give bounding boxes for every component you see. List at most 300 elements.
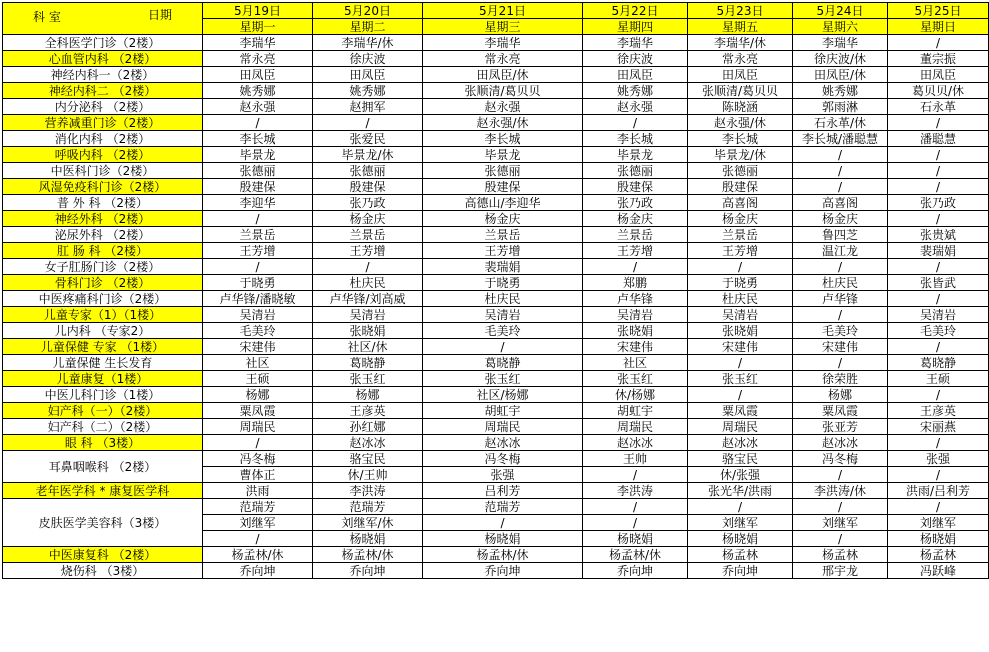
schedule-cell: 杨金庆: [313, 211, 423, 227]
schedule-cell: 杨晓娟: [423, 531, 583, 547]
schedule-cell: /: [888, 339, 989, 355]
schedule-cell: 粟凤霞: [688, 403, 793, 419]
schedule-cell: /: [793, 147, 888, 163]
schedule-cell: 李瑞华/休: [688, 35, 793, 51]
schedule-cell: 于晓勇: [203, 275, 313, 291]
schedule-cell: 李长城: [583, 131, 688, 147]
table-row: [3, 371, 989, 387]
schedule-cell: /: [888, 435, 989, 451]
department-cell: 中医康复科 （2楼）: [3, 547, 203, 563]
schedule-cell: 高德山/李迎华: [423, 195, 583, 211]
weekday-header: 星期六: [793, 19, 888, 35]
schedule-cell: 宋建伟: [688, 339, 793, 355]
department-cell: 儿童保健 生长发育: [3, 355, 203, 371]
schedule-cell: 乔向坤: [583, 563, 688, 579]
schedule-cell: /: [888, 291, 989, 307]
schedule-cell: 石永革: [888, 99, 989, 115]
table-row: [3, 195, 989, 211]
department-cell: 消化内科 （2楼）: [3, 131, 203, 147]
schedule-cell: 范瑞芳: [423, 499, 583, 515]
schedule-cell: 兰景岳: [313, 227, 423, 243]
schedule-cell: 兰景岳: [423, 227, 583, 243]
schedule-cell: 徐荣胜: [793, 371, 888, 387]
schedule-cell: 胡虹宇: [583, 403, 688, 419]
schedule-cell: 张德丽: [583, 163, 688, 179]
table-row: [3, 83, 989, 99]
schedule-cell: 毕景龙/休: [313, 147, 423, 163]
schedule-cell: 赵冰冰: [313, 435, 423, 451]
schedule-cell: /: [423, 339, 583, 355]
schedule-cell: 冯跃峰: [888, 563, 989, 579]
schedule-cell: 杜庆民: [423, 291, 583, 307]
schedule-cell: 张玉红: [688, 371, 793, 387]
schedule-cell: 李长城/潘聪慧: [793, 131, 888, 147]
schedule-cell: 赵冰冰: [688, 435, 793, 451]
schedule-cell: 王芳增: [313, 243, 423, 259]
table-row: [3, 243, 989, 259]
table-row: [3, 35, 989, 51]
schedule-cell: 杨孟林/休: [423, 547, 583, 563]
schedule-cell: 杨晓娟: [313, 531, 423, 547]
schedule-cell: 乔向坤: [313, 563, 423, 579]
schedule-cell: 李长城: [423, 131, 583, 147]
schedule-cell: 张德丽: [313, 163, 423, 179]
schedule-cell: 杨金庆: [423, 211, 583, 227]
schedule-cell: /: [888, 387, 989, 403]
schedule-cell: 李洪涛: [583, 483, 688, 499]
table-row: [3, 51, 989, 67]
schedule-cell: /: [583, 499, 688, 515]
schedule-cell: 张乃政: [313, 195, 423, 211]
schedule-cell: 杨娜: [313, 387, 423, 403]
schedule-cell: 张玉红: [423, 371, 583, 387]
schedule-cell: 兰景岳: [583, 227, 688, 243]
schedule-cell: 徐庆波: [313, 51, 423, 67]
schedule-cell: /: [793, 355, 888, 371]
department-cell: 心血管内科 （2楼）: [3, 51, 203, 67]
table-row: [3, 339, 989, 355]
schedule-cell: 王芳增: [688, 243, 793, 259]
schedule-cell: 张乃政: [583, 195, 688, 211]
weekday-header: 星期五: [688, 19, 793, 35]
schedule-cell: 常永亮: [423, 51, 583, 67]
schedule-cell: 王芳增: [203, 243, 313, 259]
schedule-cell: 杨晓娟: [688, 531, 793, 547]
department-cell: 风湿免疫科门诊（2楼）: [3, 179, 203, 195]
department-cell: 妇产科（一）（2楼）: [3, 403, 203, 419]
schedule-cell: 张玉红: [583, 371, 688, 387]
schedule-cell: 张玉红: [313, 371, 423, 387]
schedule-cell: 赵拥军: [313, 99, 423, 115]
schedule-cell: /: [793, 179, 888, 195]
schedule-cell: 田凤臣: [688, 67, 793, 83]
schedule-cell: 杨晓娟: [583, 531, 688, 547]
schedule-table: [2, 2, 989, 579]
department-cell: 呼吸内科 （2楼）: [3, 147, 203, 163]
schedule-cell: /: [888, 35, 989, 51]
schedule-cell: 徐庆波: [583, 51, 688, 67]
schedule-cell: 董宗振: [888, 51, 989, 67]
schedule-cell: 张爱民: [313, 131, 423, 147]
schedule-cell: 吕利芳: [423, 483, 583, 499]
schedule-cell: 范瑞芳: [203, 499, 313, 515]
schedule-cell: 葛晓静: [888, 355, 989, 371]
department-cell: 女子肛肠门诊（2楼）: [3, 259, 203, 275]
schedule-cell: /: [688, 499, 793, 515]
date-header: 5月20日: [313, 3, 423, 19]
schedule-cell: /: [423, 515, 583, 531]
schedule-cell: 高喜阁: [688, 195, 793, 211]
department-cell: 耳鼻咽喉科 （2楼）: [3, 451, 203, 483]
schedule-cell: 张德丽: [203, 163, 313, 179]
schedule-cell: 孙红娜: [313, 419, 423, 435]
table-row: [3, 227, 989, 243]
table-row: [3, 435, 989, 451]
schedule-cell: 粟凤霞: [793, 403, 888, 419]
schedule-cell: 毕景龙: [583, 147, 688, 163]
schedule-cell: 李瑞华: [793, 35, 888, 51]
schedule-cell: 杨孟林/休: [203, 547, 313, 563]
schedule-cell: 徐庆波/休: [793, 51, 888, 67]
schedule-cell: 周瑞民: [688, 419, 793, 435]
schedule-cell: 冯冬梅: [203, 451, 313, 467]
schedule-cell: 毕景龙: [203, 147, 313, 163]
schedule-cell: 刘继军: [688, 515, 793, 531]
schedule-cell: 洪雨: [203, 483, 313, 499]
schedule-cell: /: [888, 259, 989, 275]
schedule-cell: 兰景岳: [203, 227, 313, 243]
schedule-cell: /: [793, 531, 888, 547]
schedule-cell: /: [313, 259, 423, 275]
schedule-cell: /: [793, 163, 888, 179]
schedule-cell: 冯冬梅: [793, 451, 888, 467]
schedule-cell: /: [203, 211, 313, 227]
schedule-cell: 赵冰冰: [793, 435, 888, 451]
schedule-cell: 胡虹宇: [423, 403, 583, 419]
schedule-cell: 田凤臣/休: [793, 67, 888, 83]
department-cell: 神经外科 （2楼）: [3, 211, 203, 227]
schedule-cell: 张光华/洪雨: [688, 483, 793, 499]
schedule-cell: /: [203, 531, 313, 547]
weekday-header: 星期日: [888, 19, 989, 35]
schedule-cell: 殷建保: [313, 179, 423, 195]
schedule-cell: 张皆武: [888, 275, 989, 291]
schedule-cell: 吴清岩: [423, 307, 583, 323]
schedule-cell: /: [688, 355, 793, 371]
schedule-cell: 王彦英: [888, 403, 989, 419]
date-header: 5月25日: [888, 3, 989, 19]
department-cell: 内分泌科 （2楼）: [3, 99, 203, 115]
schedule-cell: 休/王帅: [313, 467, 423, 483]
dept-header-label: 科 室: [33, 10, 61, 24]
schedule-cell: 于晓勇: [423, 275, 583, 291]
schedule-cell: 范瑞芳: [313, 499, 423, 515]
weekday-header: 星期四: [583, 19, 688, 35]
schedule-cell: 鲁四芝: [793, 227, 888, 243]
table-row: [3, 179, 989, 195]
department-cell: 烧伤科 （3楼）: [3, 563, 203, 579]
schedule-cell: 周瑞民: [583, 419, 688, 435]
table-row: [3, 483, 989, 499]
table-row: [3, 67, 989, 83]
schedule-cell: 宋建伟: [583, 339, 688, 355]
date-header: 5月19日: [203, 3, 313, 19]
date-header: 5月22日: [583, 3, 688, 19]
schedule-cell: 李洪涛/休: [793, 483, 888, 499]
schedule-cell: 杨孟林/休: [313, 547, 423, 563]
schedule-cell: /: [888, 163, 989, 179]
schedule-cell: 于晓勇: [688, 275, 793, 291]
schedule-cell: 殷建保: [688, 179, 793, 195]
schedule-cell: 骆宝民: [313, 451, 423, 467]
schedule-cell: 张亚芳: [793, 419, 888, 435]
schedule-cell: 杨孟林/休: [583, 547, 688, 563]
department-cell: 中医科门诊（2楼）: [3, 163, 203, 179]
department-cell: 全科医学门诊（2楼）: [3, 35, 203, 51]
schedule-cell: 张德丽: [688, 163, 793, 179]
weekday-header: 星期二: [313, 19, 423, 35]
schedule-cell: /: [793, 307, 888, 323]
schedule-cell: 温江龙: [793, 243, 888, 259]
department-cell: 皮肤医学美容科（3楼）: [3, 499, 203, 547]
schedule-cell: 社区: [583, 355, 688, 371]
schedule-cell: 张顺清/葛贝贝: [423, 83, 583, 99]
department-cell: 儿童专家（1）（1楼）: [3, 307, 203, 323]
table-row: [3, 259, 989, 275]
schedule-cell: 潘聪慧: [888, 131, 989, 147]
schedule-cell: 乔向坤: [423, 563, 583, 579]
department-cell: 老年医学科 * 康复医学科: [3, 483, 203, 499]
schedule-cell: /: [583, 467, 688, 483]
schedule-cell: 杨金庆: [583, 211, 688, 227]
schedule-cell: 李瑞华: [203, 35, 313, 51]
schedule-cell: 赵永强/休: [688, 115, 793, 131]
schedule-cell: 李洪涛: [313, 483, 423, 499]
department-cell: 神经内科一（2楼）: [3, 67, 203, 83]
schedule-cell: 张晓娟: [313, 323, 423, 339]
schedule-cell: 曹体正: [203, 467, 313, 483]
schedule-cell: 王帅: [583, 451, 688, 467]
schedule-cell: 粟凤霞: [203, 403, 313, 419]
schedule-cell: 李瑞华: [423, 35, 583, 51]
table-row: [3, 275, 989, 291]
department-cell: 泌尿外科 （2楼）: [3, 227, 203, 243]
schedule-cell: 郑鹏: [583, 275, 688, 291]
date-header-label: 日期: [147, 8, 172, 22]
schedule-cell: 裴瑞娟: [423, 259, 583, 275]
schedule-cell: 葛贝贝/休: [888, 83, 989, 99]
schedule-cell: 杨娜: [793, 387, 888, 403]
schedule-cell: 常永亮: [688, 51, 793, 67]
schedule-cell: 卢华锋: [583, 291, 688, 307]
schedule-cell: 常永亮: [203, 51, 313, 67]
schedule-cell: 张顺清/葛贝贝: [688, 83, 793, 99]
table-row: [3, 451, 989, 467]
schedule-cell: 周瑞民: [423, 419, 583, 435]
weekday-header: 星期三: [423, 19, 583, 35]
schedule-cell: 邢宇龙: [793, 563, 888, 579]
weekday-header: 星期一: [203, 19, 313, 35]
schedule-cell: 殷建保: [423, 179, 583, 195]
schedule-cell: 杨孟林: [888, 547, 989, 563]
schedule-cell: 毕景龙/休: [688, 147, 793, 163]
department-cell: 骨科门诊 （2楼）: [3, 275, 203, 291]
schedule-cell: 毛美玲: [423, 323, 583, 339]
department-cell: 儿童保健 专家 （1楼）: [3, 339, 203, 355]
schedule-cell: 张贵斌: [888, 227, 989, 243]
table-row: [3, 99, 989, 115]
schedule-cell: 葛晓静: [423, 355, 583, 371]
schedule-cell: 吴清岩: [583, 307, 688, 323]
schedule-cell: 姚秀娜: [793, 83, 888, 99]
schedule-cell: 毛美玲: [888, 323, 989, 339]
schedule-cell: 社区/杨娜: [423, 387, 583, 403]
department-cell: 妇产科（二）（2楼）: [3, 419, 203, 435]
schedule-cell: 姚秀娜: [203, 83, 313, 99]
schedule-cell: /: [583, 259, 688, 275]
schedule-cell: 殷建保: [583, 179, 688, 195]
schedule-cell: 卢华锋/潘晓敏: [203, 291, 313, 307]
department-cell: 营养减重门诊（2楼）: [3, 115, 203, 131]
schedule-cell: 高喜阁: [793, 195, 888, 211]
schedule-cell: /: [888, 115, 989, 131]
schedule-cell: 杨金庆: [688, 211, 793, 227]
schedule-cell: /: [793, 259, 888, 275]
schedule-cell: 李长城: [688, 131, 793, 147]
schedule-cell: 赵永强: [203, 99, 313, 115]
table-row: [3, 291, 989, 307]
schedule-cell: 卢华锋/刘高威: [313, 291, 423, 307]
schedule-cell: 吴清岩: [888, 307, 989, 323]
schedule-cell: 张乃政: [888, 195, 989, 211]
department-cell: 儿童康复（1楼）: [3, 371, 203, 387]
schedule-cell: 裴瑞娟: [888, 243, 989, 259]
schedule-cell: 王芳增: [583, 243, 688, 259]
table-row: [3, 323, 989, 339]
schedule-cell: 杜庆民: [313, 275, 423, 291]
schedule-cell: 乔向坤: [203, 563, 313, 579]
schedule-cell: 石永革/休: [793, 115, 888, 131]
schedule-cell: 李长城: [203, 131, 313, 147]
schedule-cell: /: [203, 259, 313, 275]
schedule-cell: 王硕: [203, 371, 313, 387]
schedule-cell: 社区/休: [313, 339, 423, 355]
schedule-cell: 张强: [423, 467, 583, 483]
schedule-cell: /: [793, 499, 888, 515]
schedule-cell: 杨金庆: [793, 211, 888, 227]
schedule-cell: 张晓娟: [583, 323, 688, 339]
schedule-cell: 姚秀娜: [583, 83, 688, 99]
schedule-cell: 郭雨淋: [793, 99, 888, 115]
date-header: 5月24日: [793, 3, 888, 19]
schedule-cell: 吴清岩: [203, 307, 313, 323]
department-cell: 眼 科 （3楼）: [3, 435, 203, 451]
schedule-cell: 田凤臣: [203, 67, 313, 83]
table-row: [3, 547, 989, 563]
table-row: [3, 387, 989, 403]
schedule-cell: /: [313, 115, 423, 131]
table-row: [3, 131, 989, 147]
schedule-cell: 王彦英: [313, 403, 423, 419]
schedule-cell: 吴清岩: [688, 307, 793, 323]
schedule-cell: 赵冰冰: [583, 435, 688, 451]
schedule-cell: 田凤臣: [888, 67, 989, 83]
schedule-cell: 周瑞民: [203, 419, 313, 435]
department-cell: 肛 肠 科 （2楼）: [3, 243, 203, 259]
schedule-cell: 葛晓静: [313, 355, 423, 371]
schedule-cell: 杨娜: [203, 387, 313, 403]
schedule-cell: 宋丽燕: [888, 419, 989, 435]
schedule-cell: /: [688, 387, 793, 403]
department-cell: 神经内科二 （2楼）: [3, 83, 203, 99]
schedule-cell: 卢华锋: [793, 291, 888, 307]
schedule-cell: 毛美玲: [793, 323, 888, 339]
schedule-cell: 张晓娟: [688, 323, 793, 339]
schedule-cell: 田凤臣: [583, 67, 688, 83]
schedule-cell: 陈晓涵: [688, 99, 793, 115]
department-cell: 普 外 科 （2楼）: [3, 195, 203, 211]
schedule-cell: 姚秀娜: [313, 83, 423, 99]
schedule-cell: 宋建伟: [203, 339, 313, 355]
schedule-cell: 宋建伟: [793, 339, 888, 355]
date-header: 5月21日: [423, 3, 583, 19]
table-row: [3, 419, 989, 435]
schedule-cell: /: [888, 467, 989, 483]
schedule-cell: 王芳增: [423, 243, 583, 259]
schedule-cell: 刘继军: [203, 515, 313, 531]
schedule-cell: /: [688, 259, 793, 275]
schedule-cell: /: [203, 115, 313, 131]
table-row: [3, 403, 989, 419]
schedule-cell: /: [583, 515, 688, 531]
schedule-cell: 杜庆民: [793, 275, 888, 291]
schedule-cell: /: [793, 467, 888, 483]
schedule-cell: 王硕: [888, 371, 989, 387]
schedule-cell: 杨孟林: [688, 547, 793, 563]
schedule-cell: /: [888, 499, 989, 515]
schedule-cell: 赵冰冰: [423, 435, 583, 451]
schedule-cell: 冯冬梅: [423, 451, 583, 467]
table-row: [3, 563, 989, 579]
schedule-cell: /: [888, 179, 989, 195]
schedule-cell: 田凤臣: [313, 67, 423, 83]
table-row: [3, 115, 989, 131]
schedule-cell: 兰景岳: [688, 227, 793, 243]
schedule-cell: 李迎华: [203, 195, 313, 211]
schedule-cell: 乔向坤: [688, 563, 793, 579]
schedule-cell: /: [888, 211, 989, 227]
table-row: [3, 355, 989, 371]
table-row: [3, 211, 989, 227]
schedule-cell: 毛美玲: [203, 323, 313, 339]
schedule-cell: 骆宝民: [688, 451, 793, 467]
schedule-cell: 刘继军: [793, 515, 888, 531]
table-row: [3, 307, 989, 323]
schedule-cell: /: [203, 435, 313, 451]
schedule-cell: 毕景龙: [423, 147, 583, 163]
schedule-cell: 田凤臣/休: [423, 67, 583, 83]
schedule-cell: 赵永强/休: [423, 115, 583, 131]
table-row: [3, 499, 989, 515]
schedule-cell: 赵永强: [423, 99, 583, 115]
schedule-cell: 社区: [203, 355, 313, 371]
schedule-cell: 刘继军/休: [313, 515, 423, 531]
schedule-cell: 杨晓娟: [888, 531, 989, 547]
schedule-cell: 杜庆民: [688, 291, 793, 307]
date-header: 5月23日: [688, 3, 793, 19]
table-row: [3, 163, 989, 179]
schedule-cell: 休/杨娜: [583, 387, 688, 403]
